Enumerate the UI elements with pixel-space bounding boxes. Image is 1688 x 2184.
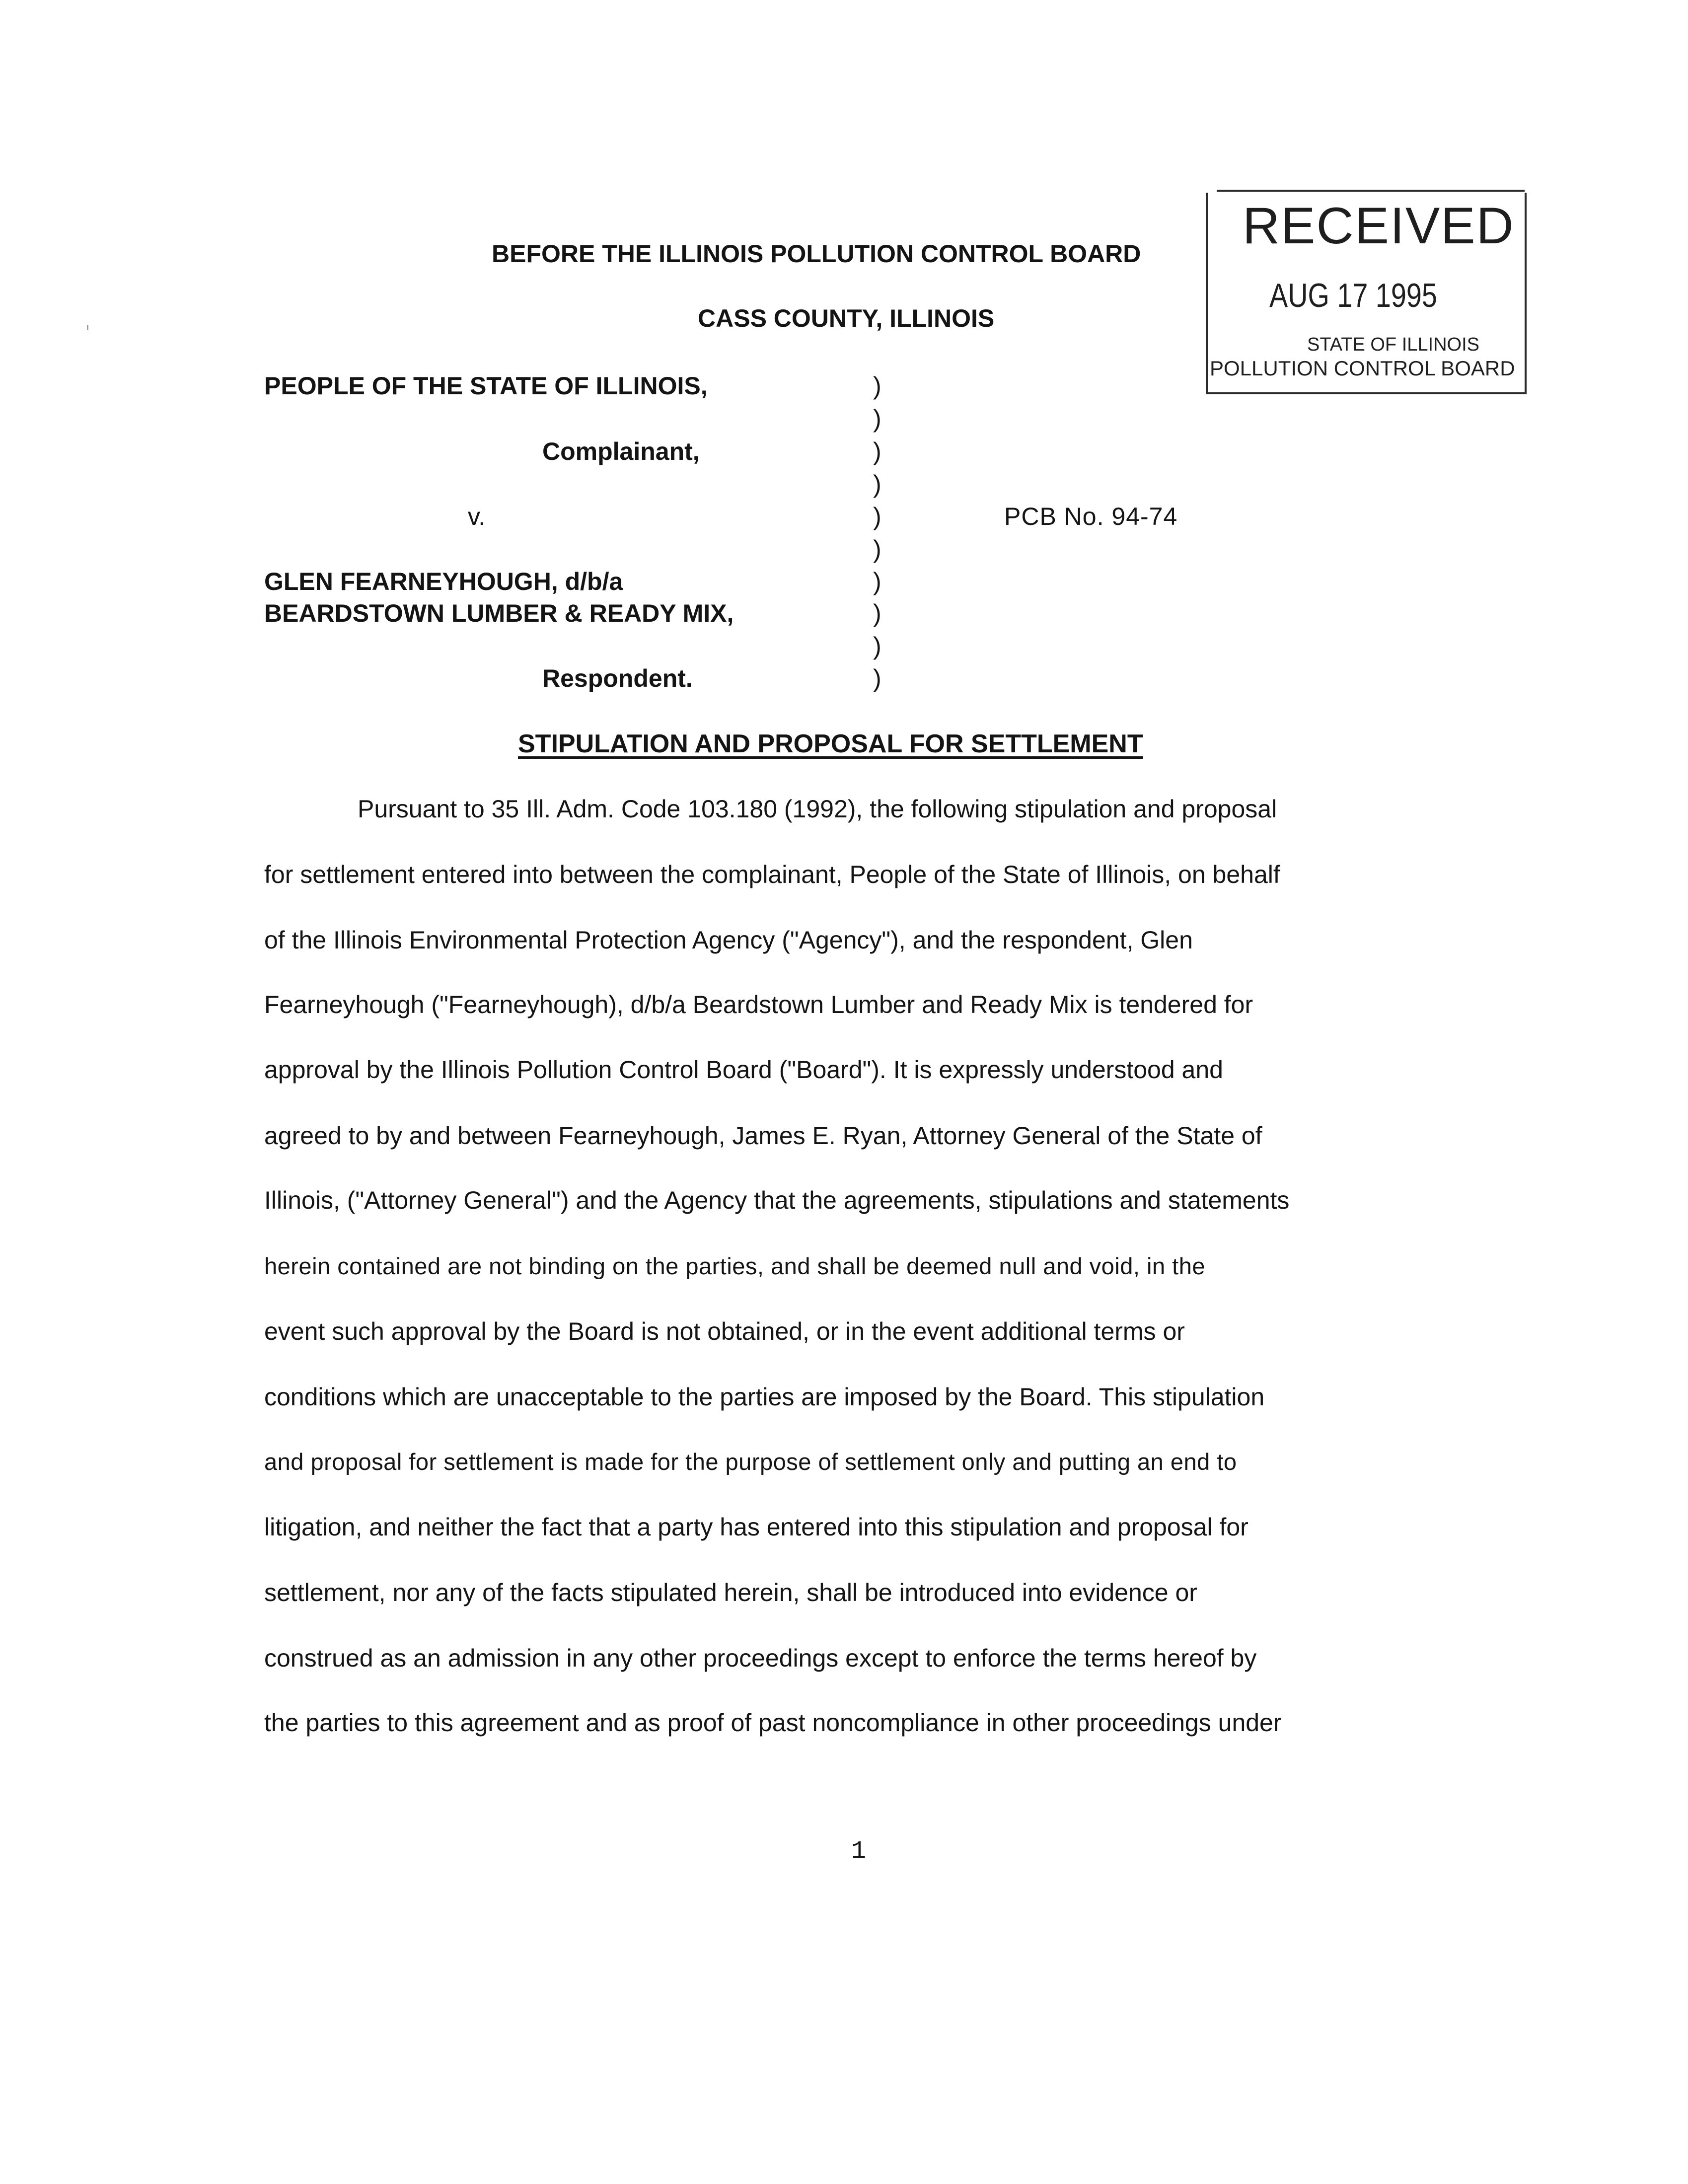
- body-line: litigation, and neither the fact that a party has entered into this stipulation and proposal for: [264, 1513, 1248, 1541]
- county-heading: CASS COUNTY, ILLINOIS: [698, 304, 995, 332]
- body-line: Fearneyhough ("Fearneyhough), d/b/a Beardstown Lumber and Ready Mix is tendered for: [264, 991, 1253, 1019]
- body-line: settlement, nor any of the facts stipulated herein, shall be introduced into evidence or: [264, 1579, 1197, 1606]
- complainant-role: Complainant,: [542, 437, 700, 465]
- body-line: agreed to by and between Fearneyhough, James E. Ryan, Attorney General of the State of: [264, 1122, 1262, 1150]
- stamp-received-text: RECEIVED: [1243, 197, 1515, 255]
- page-number: 1: [851, 1837, 867, 1866]
- body-line: Pursuant to 35 Ill. Adm. Code 103.180 (1992), the following stipulation and proposal: [358, 795, 1277, 823]
- body-line: event such approval by the Board is not obtained, or in the event additional terms or: [264, 1317, 1185, 1345]
- caption-paren: ): [873, 599, 881, 627]
- case-number: PCB No. 94-74: [1004, 503, 1178, 530]
- body-line: conditions which are unacceptable to the parties are imposed by the Board. This stipulation: [264, 1383, 1265, 1411]
- document-title: STIPULATION AND PROPOSAL FOR SETTLEMENT: [518, 729, 1143, 758]
- caption-paren: ): [873, 632, 881, 660]
- stamp-top-border: [1217, 190, 1525, 192]
- respondent-role: Respondent.: [542, 664, 693, 692]
- body-line: the parties to this agreement and as proof of past noncompliance in other proceedings under: [264, 1709, 1282, 1737]
- received-stamp: [1206, 193, 1527, 394]
- body-line: for settlement entered into between the complainant, People of the State of Illinois, on behalf: [264, 861, 1280, 888]
- respondent-name-line-2: BEARDSTOWN LUMBER & READY MIX,: [264, 599, 734, 627]
- caption-paren: ): [873, 470, 881, 498]
- complainant-name: PEOPLE OF THE STATE OF ILLINOIS,: [264, 372, 708, 400]
- body-line: and proposal for settlement is made for the purpose of settlement only and putting an end to: [264, 1449, 1237, 1475]
- caption-paren: ): [873, 372, 881, 400]
- board-heading: BEFORE THE ILLINOIS POLLUTION CONTROL BOARD: [492, 240, 1141, 268]
- body-line: herein contained are not binding on the parties, and shall be deemed null and void, in the: [264, 1253, 1205, 1279]
- stamp-board: POLLUTION CONTROL BOARD: [1210, 357, 1515, 380]
- body-line: construed as an admission in any other proceedings except to enforce the terms hereof by: [264, 1644, 1257, 1672]
- caption-paren: ): [873, 437, 881, 465]
- caption-paren: ): [873, 535, 881, 563]
- body-line: of the Illinois Environmental Protection Agency ("Agency"), and the respondent, Glen: [264, 926, 1193, 954]
- stamp-state: STATE OF ILLINOIS: [1307, 334, 1479, 355]
- caption-paren: ): [873, 568, 881, 595]
- scan-mark: [87, 325, 88, 330]
- body-line: approval by the Illinois Pollution Control Board ("Board"). It is expressly understood and: [264, 1056, 1223, 1084]
- stamp-date: AUG 17 1995: [1269, 277, 1437, 314]
- respondent-name-line-1: GLEN FEARNEYHOUGH, d/b/a: [264, 568, 623, 595]
- caption-paren: ): [873, 405, 881, 433]
- body-line: Illinois, ("Attorney General") and the Agency that the agreements, stipulations and statements: [264, 1186, 1290, 1214]
- caption-paren: ): [873, 664, 881, 692]
- versus-label: v.: [468, 503, 486, 530]
- caption-paren: ): [873, 503, 881, 530]
